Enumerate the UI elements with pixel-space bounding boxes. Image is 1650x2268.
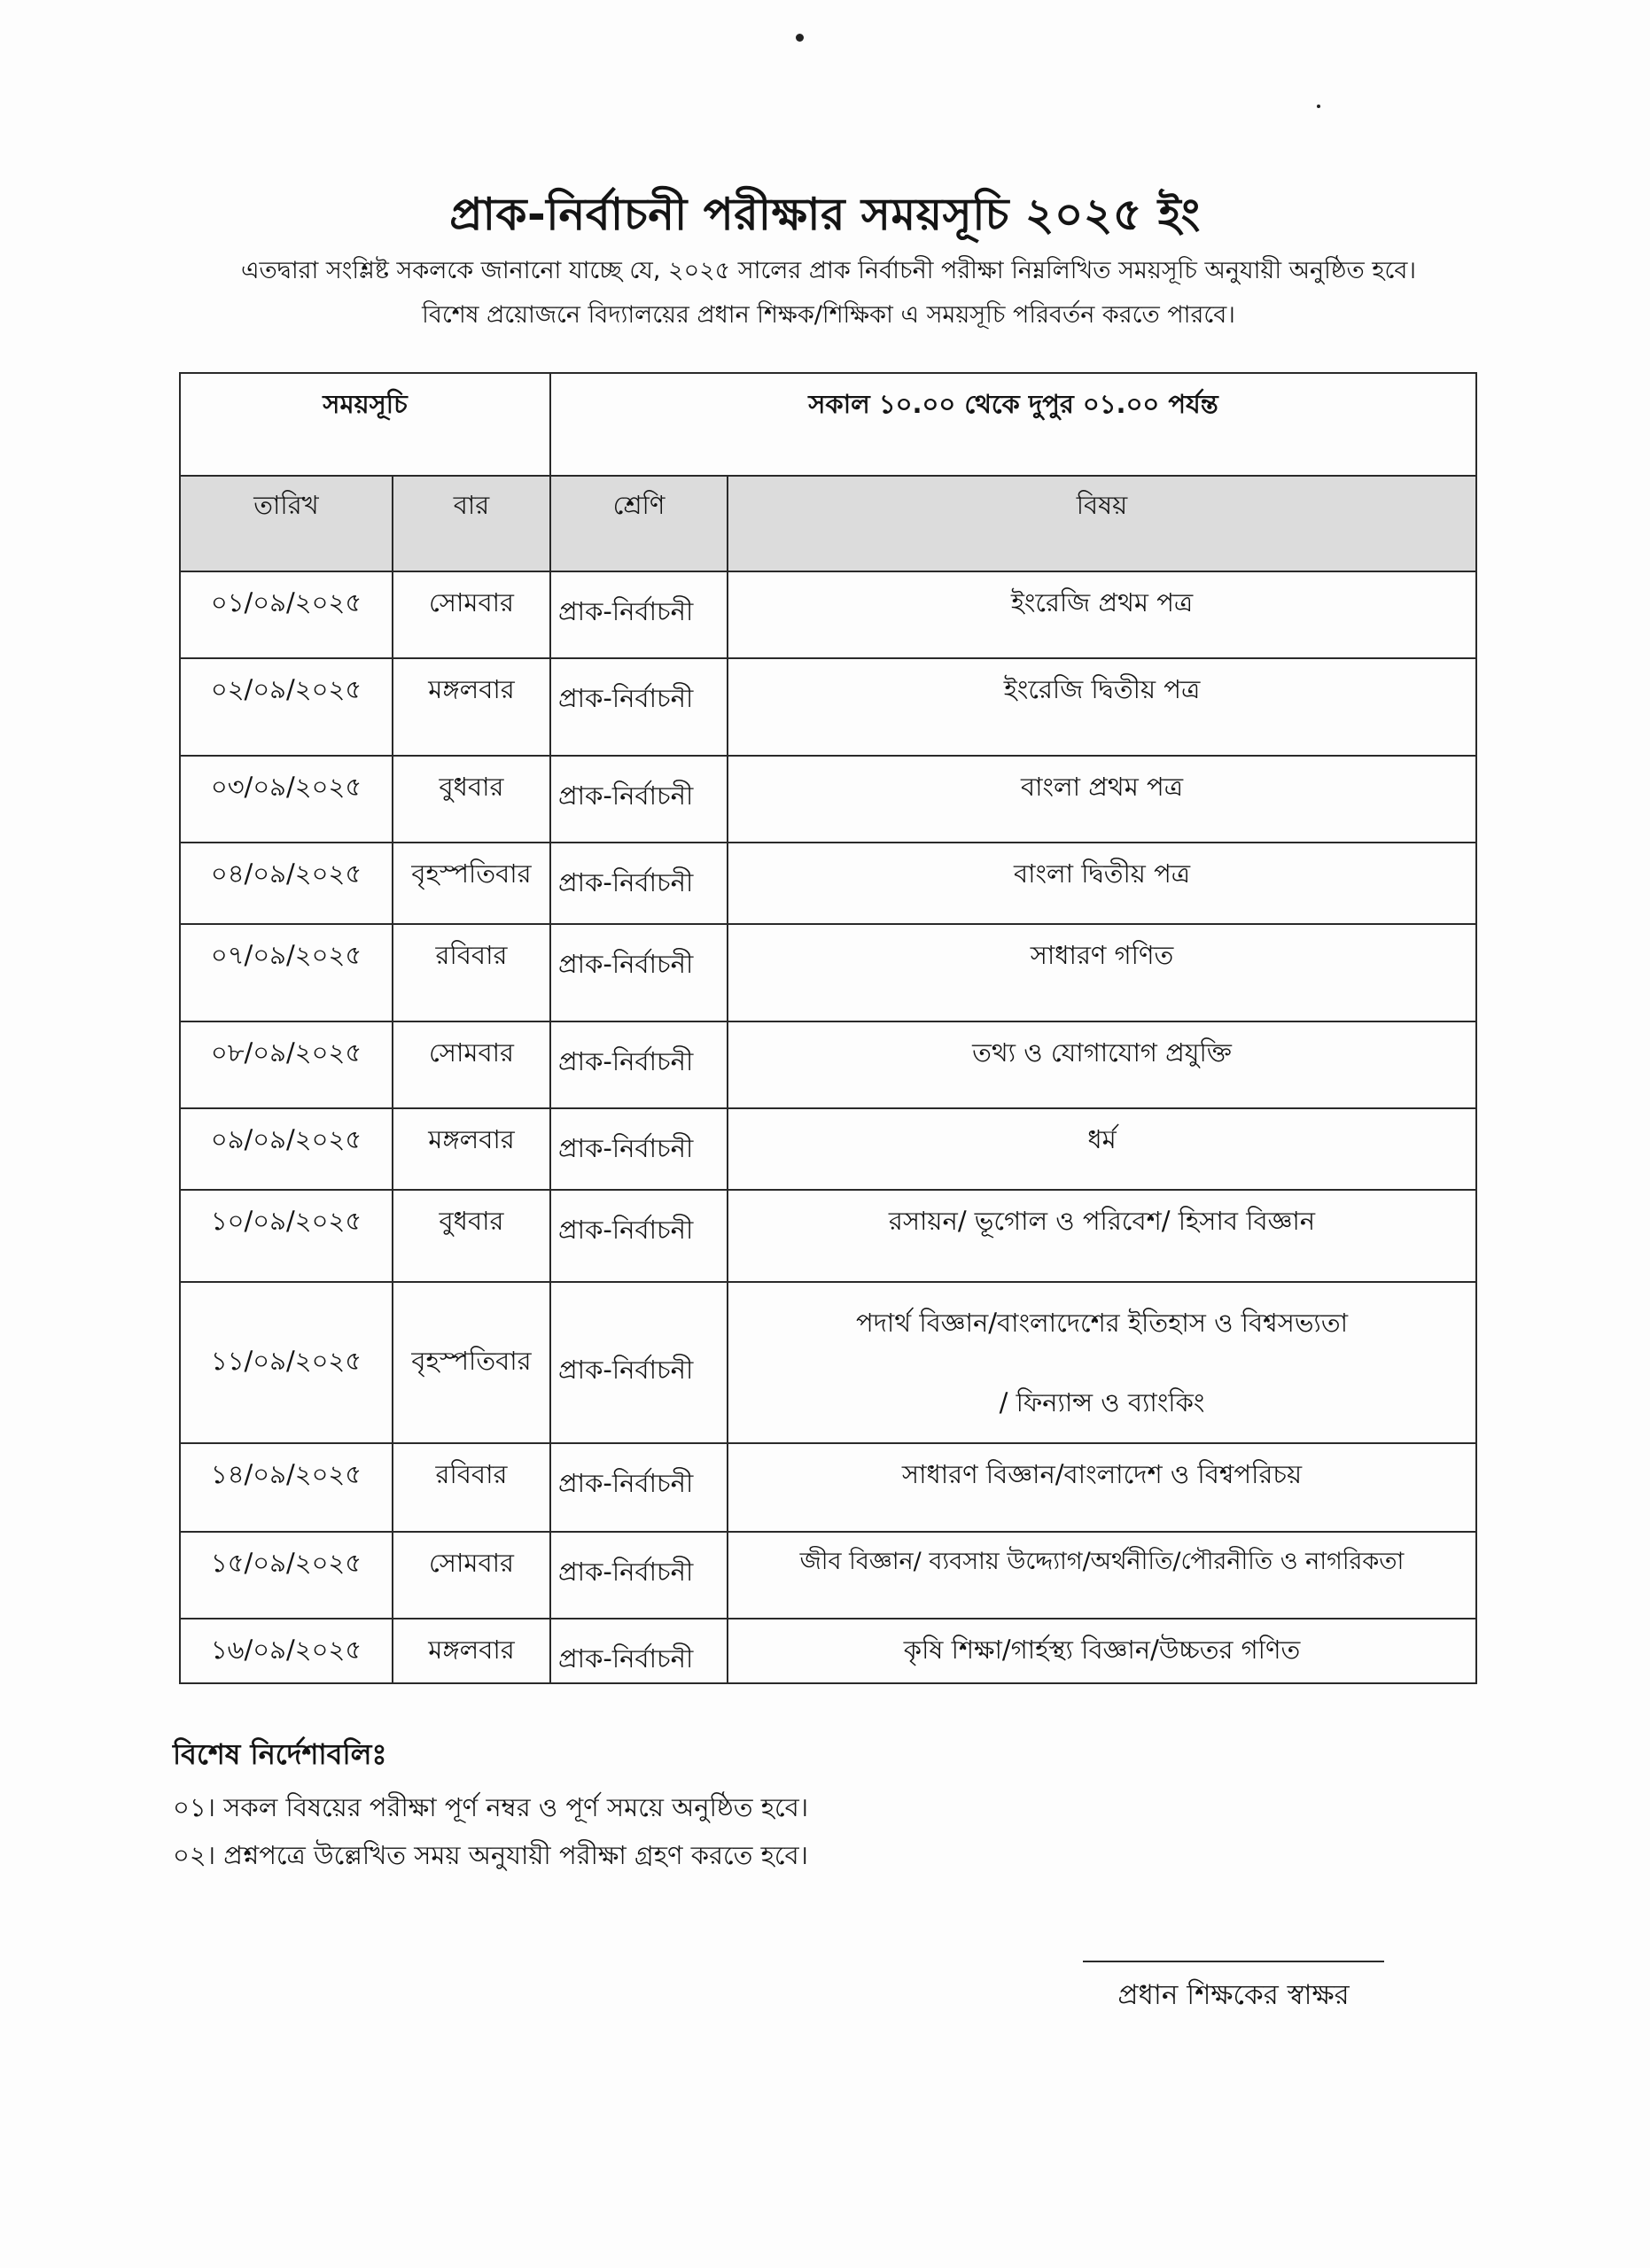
- table-row: [180, 843, 1476, 924]
- row-subject: জীব বিজ্ঞান/ ব্যবসায় উদ্দ্যোগ/অর্থনীতি/পৌরনীতি ও নাগরিকতা: [728, 1532, 1476, 1619]
- row-day: মঙ্গলবার: [393, 658, 550, 756]
- row-subject: বাংলা প্রথম পত্র: [728, 756, 1476, 843]
- table-row: [180, 1443, 1476, 1532]
- header-subject: বিষয়: [728, 476, 1476, 571]
- row-subject: ইংরেজি প্রথম পত্র: [728, 571, 1476, 658]
- table-row: [180, 571, 1476, 658]
- row-class: প্রাক-নির্বাচনী: [550, 1619, 728, 1683]
- row-date: ০৮/০৯/২০২৫: [180, 1021, 393, 1108]
- row-class: প্রাক-নির্বাচনী: [550, 1443, 728, 1532]
- table-row: [180, 1532, 1476, 1619]
- row-subject: [728, 1282, 1476, 1443]
- scan-speck: [796, 34, 804, 42]
- page-title: প্রাক-নির্বাচনী পরীক্ষার সময়সূচি ২০২৫ ইং: [449, 189, 1201, 240]
- signature-label: প্রধান শিক্ষকের স্বাক্ষর: [1117, 1979, 1350, 2011]
- table-row: [180, 924, 1476, 1021]
- row-subject: সাধারণ বিজ্ঞান/বাংলাদেশ ও বিশ্বপরিচয়: [728, 1443, 1476, 1532]
- row-date: ১৬/০৯/২০২৫: [180, 1619, 393, 1683]
- table-row: [180, 1619, 1476, 1683]
- row-date: ১৫/০৯/২০২৫: [180, 1532, 393, 1619]
- row-date: ১০/০৯/২০২৫: [180, 1190, 393, 1282]
- note-item: ০১। সকল বিষয়ের পরীক্ষা পূর্ণ নম্বর ও পূর্ণ সময়ে অনুষ্ঠিত হবে।: [173, 1792, 809, 1822]
- row-day: মঙ্গলবার: [393, 1108, 550, 1190]
- row-subject: সাধারণ গণিত: [728, 924, 1476, 1021]
- table-header-row: [180, 476, 1476, 571]
- row-class: প্রাক-নির্বাচনী: [550, 1021, 728, 1108]
- row-day: মঙ্গলবার: [393, 1619, 550, 1683]
- table-row: [180, 658, 1476, 756]
- row-day: রবিবার: [393, 1443, 550, 1532]
- row-date: ০৪/০৯/২০২৫: [180, 843, 393, 924]
- row-day: বুধবার: [393, 1190, 550, 1282]
- row-subject-line-1: পদার্থ বিজ্ঞান/বাংলাদেশের ইতিহাস ও বিশ্বসভ্যতা: [856, 1308, 1349, 1338]
- row-class: প্রাক-নির্বাচনী: [550, 1108, 728, 1190]
- row-date: ০৭/০৯/২০২৫: [180, 924, 393, 1021]
- signature-line: [1083, 1961, 1384, 1962]
- table-row: [180, 1021, 1476, 1108]
- row-day: সোমবার: [393, 1021, 550, 1108]
- row-subject: তথ্য ও যোগাযোগ প্রযুক্তি: [728, 1021, 1476, 1108]
- row-class: প্রাক-নির্বাচনী: [550, 658, 728, 756]
- row-day: রবিবার: [393, 924, 550, 1021]
- intro-line-2: বিশেষ প্রয়োজনে বিদ্যালয়ের প্রধান শিক্ষক/শিক্ষিকা এ সময়সূচি পরিবর্তন করতে পারবে।: [422, 301, 1235, 329]
- row-date: ১৪/০৯/২০২৫: [180, 1443, 393, 1532]
- row-class: প্রাক-নির্বাচনী: [550, 1190, 728, 1282]
- row-subject: ধর্ম: [728, 1108, 1476, 1190]
- row-date: ০৯/০৯/২০২৫: [180, 1108, 393, 1190]
- table-row: [180, 1108, 1476, 1190]
- notes-title: বিশেষ নির্দেশাবলিঃ: [173, 1737, 387, 1771]
- row-date: ১১/০৯/২০২৫: [180, 1282, 393, 1443]
- row-day: বৃহস্পতিবার: [393, 843, 550, 924]
- note-item: ০২। প্রশ্নপত্রে উল্লেখিত সময় অনুযায়ী পরীক্ষা গ্রহণ করতে হবে।: [173, 1840, 808, 1870]
- row-class: প্রাক-নির্বাচনী: [550, 571, 728, 658]
- row-subject: রসায়ন/ ভূগোল ও পরিবেশ/ হিসাব বিজ্ঞান: [728, 1190, 1476, 1282]
- row-day: বৃহস্পতিবার: [393, 1282, 550, 1443]
- row-class: প্রাক-নির্বাচনী: [550, 1532, 728, 1619]
- row-day: সোমবার: [393, 1532, 550, 1619]
- schedule-time: সকাল ১০.০০ থেকে দুপুর ০১.০০ পর্যন্ত: [550, 373, 1476, 476]
- table-row: [180, 756, 1476, 843]
- schedule-label: সময়সূচি: [180, 373, 550, 476]
- header-date: তারিখ: [180, 476, 393, 571]
- header-day: বার: [393, 476, 550, 571]
- scan-speck: [1317, 105, 1320, 108]
- schedule-time-row: [180, 373, 1476, 476]
- row-date: ০৩/০৯/২০২৫: [180, 756, 393, 843]
- row-subject: ইংরেজি দ্বিতীয় পত্র: [728, 658, 1476, 756]
- table-row: [180, 1190, 1476, 1282]
- table-row: [180, 1282, 1476, 1443]
- row-class: প্রাক-নির্বাচনী: [550, 924, 728, 1021]
- row-date: ০১/০৯/২০২৫: [180, 571, 393, 658]
- row-day: বুধবার: [393, 756, 550, 843]
- exam-schedule-table: [179, 372, 1477, 1684]
- row-class: প্রাক-নির্বাচনী: [550, 1282, 728, 1443]
- row-subject-line-2: / ফিন্যান্স ও ব্যাংকিং: [999, 1387, 1205, 1418]
- row-date: ০২/০৯/২০২৫: [180, 658, 393, 756]
- intro-line-1: এতদ্বারা সংশ্লিষ্ট সকলকে জানানো যাচ্ছে যে, ২০২৫ সালের প্রাক নির্বাচনী পরীক্ষা নিম্নলিখিত সময়সূচি অনুযায়ী অনুষ্ঠিত হবে।: [240, 257, 1417, 284]
- row-class: প্রাক-নির্বাচনী: [550, 843, 728, 924]
- row-subject: বাংলা দ্বিতীয় পত্র: [728, 843, 1476, 924]
- row-class: প্রাক-নির্বাচনী: [550, 756, 728, 843]
- header-class: শ্রেণি: [550, 476, 728, 571]
- row-subject: কৃষি শিক্ষা/গার্হস্থ্য বিজ্ঞান/উচ্চতর গণিত: [728, 1619, 1476, 1683]
- row-day: সোমবার: [393, 571, 550, 658]
